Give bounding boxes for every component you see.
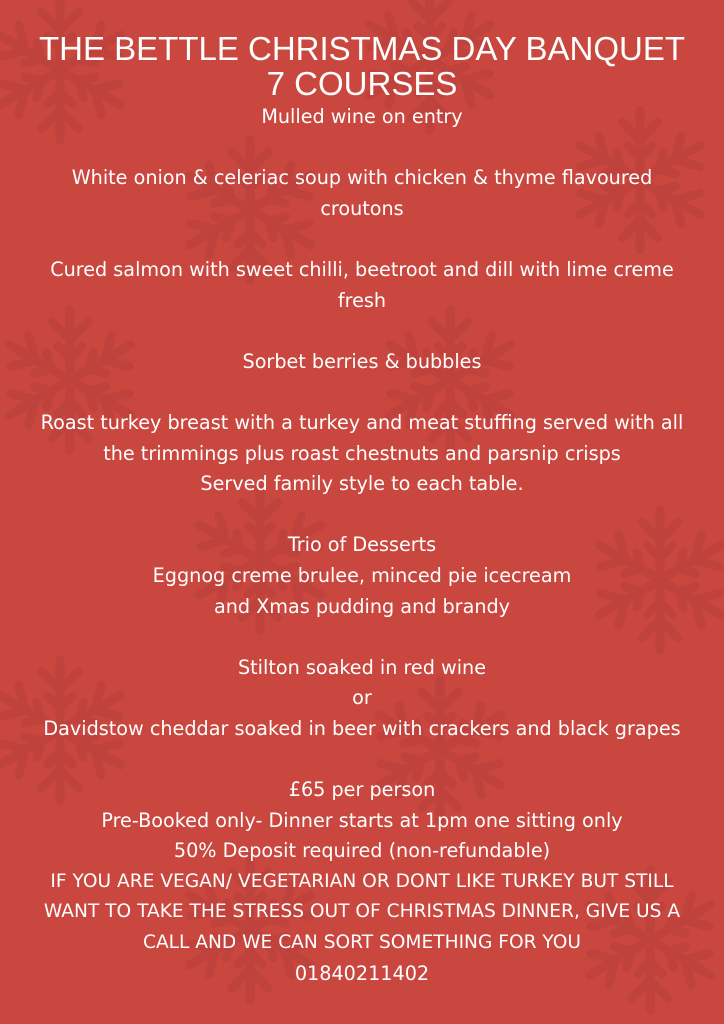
price: £65 per person (288, 778, 436, 802)
arrival-drink: Mulled wine on entry (261, 105, 463, 128)
phone-number[interactable]: 01840211402 (294, 961, 430, 985)
course-soup-line: croutons (320, 196, 404, 220)
dietary-notice-line: IF YOU ARE VEGAN/ VEGETARIAN OR DONT LIKE TURKEY BUT STILL (50, 870, 674, 892)
dietary-notice-line: CALL AND WE CAN SORT SOMETHING FOR YOU (142, 932, 582, 954)
course-cheese-line: or (352, 686, 372, 710)
dietary-notice-line: WANT TO TAKE THE STRESS OUT OF CHRISTMAS DINNER, GIVE US A (43, 901, 681, 923)
course-soup-line: White onion & celeriac soup with chicken & thyme flavoured (71, 166, 653, 190)
course-main-line: the trimmings plus roast chestnuts and parsnip crisps (103, 441, 621, 465)
course-sorbet: Sorbet berries & bubbles (242, 349, 482, 373)
prebook-note: Pre-Booked only- Dinner starts at 1pm one sitting only (101, 808, 623, 832)
course-main-line: Roast turkey breast with a turkey and meat stuffing served with all (40, 410, 684, 434)
deposit-note: 50% Deposit required (non-refundable) (173, 839, 551, 863)
course-desserts-line: Eggnog creme brulee, minced pie icecream (152, 563, 572, 587)
course-salmon-line: fresh (337, 288, 387, 312)
banner-title (0, 0, 724, 101)
course-salmon-line: Cured salmon with sweet chilli, beetroot and dill with lime creme (50, 257, 674, 281)
menu-courses (0, 102, 724, 775)
course-main-line: Served family style to each table. (200, 472, 524, 496)
course-desserts-line: Trio of Desserts (287, 533, 437, 557)
course-cheese-line: Stilton soaked in red wine (237, 655, 487, 679)
title-line-1: THE BETTLE CHRISTMAS DAY BANQUET (38, 30, 686, 67)
booking-info (0, 775, 724, 989)
title-line-2: 7 COURSES (266, 65, 458, 102)
course-desserts-line: and Xmas pudding and brandy (213, 594, 511, 618)
course-cheese-line: Davidstow cheddar soaked in beer with crackers and black grapes (43, 716, 681, 740)
